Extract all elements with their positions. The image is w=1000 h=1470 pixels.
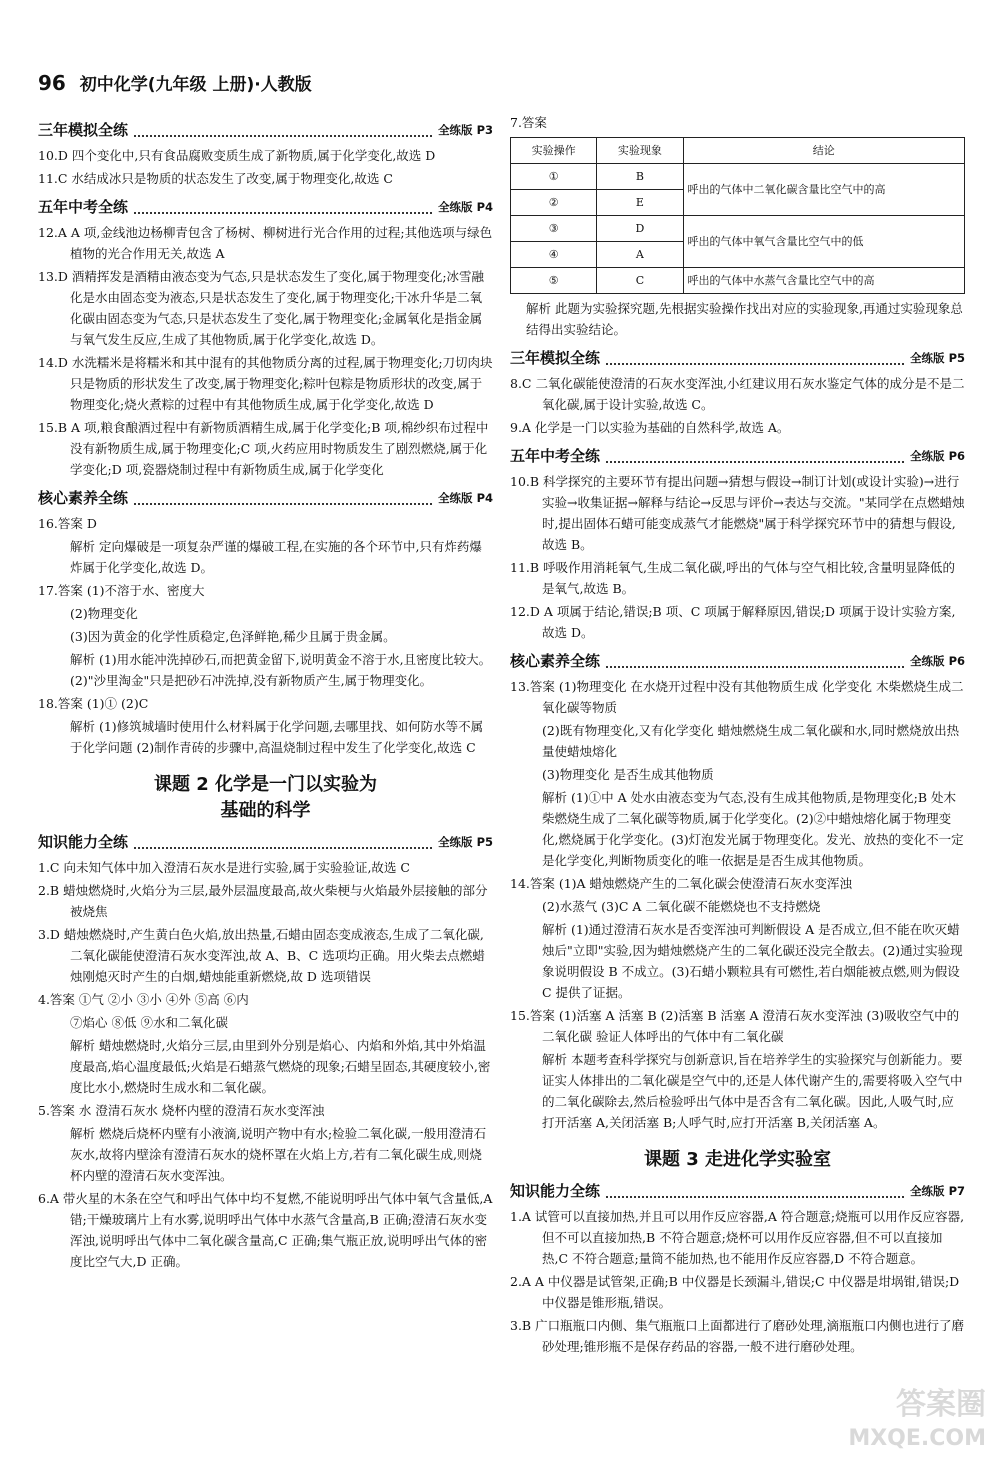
answer-explanation: 解析 此题为实验探究题,先根据实验操作找出对应的实验现象,再通过实验现象总结得出实验结论。 [526, 301, 963, 337]
answer-explanation: 解析 定向爆破是一项复杂严谨的爆破工程,在实施的各个环节中,只有炸药爆炸属于化学变化,故选 D。 [70, 539, 482, 575]
answer-line: (2)水蒸气 (3)C A 二氧化碳不能燃烧也不支持燃烧 [542, 899, 821, 914]
answer-item: 7.答案 [510, 115, 547, 130]
answer-item: 3.B 广口瓶瓶口内侧、集气瓶瓶口上面都进行了磨砂处理,滴瓶瓶口内侧也进行了磨砂处理;锥形瓶不是保存药品的容器,一般不进行磨砂处理。 [510, 1318, 965, 1354]
answer-item: 15.B A 项,粮食酿酒过程中有新物质酒精生成,属于化学变化;B 项,棉纱织布过程中没有新物质生成,属于物理变化;C 项,火药应用时物质发生了剧烈燃烧,属于化学变化;D 项,瓷器烧制过程中有新物质生成,属于化学变化 [38, 420, 489, 477]
lesson-title: 课题 2 化学是一门以实验为 基础的科学 [153, 774, 378, 821]
answer-item: 2.A A 中仪器是试管架,正确;B 中仪器是长颈漏斗,错误;C 中仪器是坩埚钳,错误;D 中仪器是锥形瓶,错误。 [510, 1274, 960, 1310]
table-row: ① B 呼出的气体中二氧化碳含量比空气中的高 [511, 164, 965, 190]
answer-item: 9.A 化学是一门以实验为基础的自然科学,故选 A。 [510, 420, 790, 435]
section-header: 五年中考全练 全练版 P6 [510, 447, 965, 465]
answer-item: 5.答案 水 澄清石灰水 烧杯内壁的澄清石灰水变浑浊 [38, 1103, 325, 1118]
answer-explanation: 解析 本题考查科学探究与创新意识,旨在培养学生的实验探究与创新能力。要证实人体排出的二氧化碳是空气中的,还是人体代谢产生的,需要将吸入空气中的二氧化碳除去,然后检验呼出气体中是否含有二氧化碳。因此,人吸气时,应打开活塞 A,关闭活塞 B;人呼气时,应打开活塞 B,关闭活塞 A。 [542, 1052, 963, 1130]
answer-explanation: 解析 (1)①中 A 处水由液态变为气态,没有生成其他物质,是物理变化;B 处木柴燃烧生成了二氧化碳等物质,属于化学变化。(2)②中蜡烛熔化属于物理变化,燃烧属于化学变化。(3)灯泡发光属于物理变化。发光、放热的变化不一定是化学变化,判断物质变化的唯一依据是是否生成其他物质。 [542, 790, 964, 868]
section-header: 知识能力全练 全练版 P5 [38, 833, 493, 851]
answer-item: 2.B 蜡烛燃烧时,火焰分为三层,最外层温度最高,故火柴梗与火焰最外层接触的部分被烧焦 [38, 883, 488, 919]
answer-explanation: 解析 (1)修筑城墙时使用什么材料属于化学问题,去哪里找、如何防水等不属于化学问题 (2)制作青砖的步骤中,高温烧制过程中发生了化学变化,故选 C [70, 719, 484, 755]
section-header: 知识能力全练 全练版 P7 [510, 1182, 965, 1200]
table-row: ③ D 呼出的气体中氧气含量比空气中的低 [511, 216, 965, 242]
answer-item: 10.D 四个变化中,只有食品腐败变质生成了新物质,属于化学变化,故选 D [38, 148, 436, 163]
answer-item: 17.答案 (1)不溶于水、密度大 [38, 583, 205, 598]
answer-item: 11.B 呼吸作用消耗氧气,生成二氧化碳,呼出的气体与空气相比较,含量明显降低的是氧气,故选 B。 [510, 560, 955, 596]
answer-line: (2)既有物理变化,又有化学变化 蜡烛燃烧生成二氧化碳和水,同时燃烧放出热量使蜡烛熔化 [542, 723, 960, 759]
answer-item: 11.C 水结成冰只是物质的状态发生了改变,属于物理变化,故选 C [38, 171, 393, 186]
answer-item: 14.D 水洗糯米是将糯米和其中混有的其他物质分离的过程,属于物理变化;刀切肉块只是物质的形状发生了改变,属于物理变化;粽叶包粽是物质形状的改变,属于物理变化;烧火煮粽的过程中有其他物质生成,属于化学变化,故选 D [38, 355, 493, 412]
table-header: 结论 [683, 138, 964, 164]
answer-item: 14.答案 (1)A 蜡烛燃烧产生的二氧化碳会使澄清石灰水变浑浊 [510, 876, 853, 891]
answer-item: 4.答案 ①气 ②小 ③小 ④外 ⑤高 ⑥内 [38, 992, 249, 1007]
answer-item: 13.答案 (1)物理变化 在水烧开过程中没有其他物质生成 化学变化 木柴燃烧生成二氧化碳等物质 [510, 679, 964, 715]
page-header [38, 70, 312, 95]
lesson-title: 课题 3 走进化学实验室 [643, 1149, 832, 1170]
answer-item: 12.A A 项,金线池边杨柳青包含了杨树、柳树进行光合作用的过程;其他选项与绿色植物的光合作用无关,故选 A [38, 225, 493, 261]
answer-item: 13.D 酒精挥发是酒精由液态变为气态,只是状态发生了变化,属于物理变化;冰雪融化是水由固态变为液态,只是状态发生了变化,属于物理变化;干冰升华是二氧化碳由固态变为气态,只是状态发生了变化,属于物理变化;金属氧化是指金属与氧气发生反应,生成了其他物质,属于化学变化,故选 D。 [38, 269, 485, 347]
answer-item: 10.B 科学探究的主要环节有提出问题→猜想与假设→制订计划(或设计实验)→进行实验→收集证据→解释与结论→反思与评价→表达与交流。"某同学在点燃蜡烛时,提出固体石蜡可能变成蒸气才能燃烧"属于科学探究环节中的猜想与假设,故选 B。 [510, 474, 965, 552]
answer-item: 6.A 带火星的木条在空气和呼出气体中均不复燃,不能说明呼出气体中氧气含量低,A 错;干燥玻璃片上有水雾,说明呼出气体中水蒸气含量高,B 正确;澄清石灰水变浑浊,说明呼出气体中二氧化碳含量高,C 正确;集气瓶正放,说明呼出气体的密度比空气大,D 正确。 [38, 1191, 493, 1269]
section-header: 核心素养全练 全练版 P6 [510, 652, 965, 670]
answer-line: ⑦焰心 ⑧低 ⑨水和二氧化碳 [70, 1015, 228, 1030]
answer-explanation: 解析 燃烧后烧杯内壁有小液滴,说明产物中有水;检验二氧化碳,一般用澄清石灰水,故将内壁涂有澄清石灰水的烧杯罩在火焰上方,若有二氧化碳生成,则烧杯内壁的澄清石灰水变浑浊。 [70, 1126, 487, 1183]
answer-item: 1.A 试管可以直接加热,并且可以用作反应容器,A 符合题意;烧瓶可以用作反应容器,但不可以直接加热,B 不符合题意;烧杯可以用作反应容器,但不可以直接加热,C 不符合题意;量筒不能加热,也不能用作反应容器,D 不符合题意。 [510, 1209, 965, 1266]
answer-explanation: 解析 (1)通过澄清石灰水是否变浑浊可判断假设 A 是否成立,但不能在吹灭蜡烛后"立即"实验,因为蜡烛燃烧产生的二氧化碳还没完全散去。(2)通过实验现象说明假设 B 不成立。(3)石蜡小颗粒具有可燃性,若白烟能被点燃,则为假设 C 提供了证据。 [542, 922, 963, 1000]
answer-line: (2)物理变化 [70, 606, 138, 621]
answer-explanation: 解析 蜡烛燃烧时,火焰分三层,由里到外分别是焰心、内焰和外焰,其中外焰温度最高,焰心温度最低;火焰是石蜡蒸气燃烧的现象;石蜡呈固态,其硬度较小,密度比水小,燃烧时生成水和二氧化碳。 [70, 1038, 491, 1095]
table-row: ⑤ C 呼出的气体中水蒸气含量比空气中的高 [511, 268, 965, 294]
book-title: 初中化学(九年级 上册)·人教版 [79, 75, 312, 95]
section-header: 五年中考全练 全练版 P4 [38, 198, 493, 216]
table-row: ② E [511, 190, 965, 216]
table-row: ④ A [511, 242, 965, 268]
left-column [38, 112, 493, 1274]
section-header: 核心素养全练 全练版 P4 [38, 489, 493, 507]
table-header: 实验现象 [597, 138, 683, 164]
answer-item: 8.C 二氧化碳能使澄清的石灰水变浑浊,小红建议用石灰水鉴定气体的成分是不是二氧化碳,属于设计实验,故选 C。 [510, 376, 965, 412]
answer-item: 18.答案 (1)① (2)C [38, 696, 149, 711]
table-header: 实验操作 [511, 138, 597, 164]
answer-item: 15.答案 (1)活塞 A 活塞 B (2)活塞 B 活塞 A 澄清石灰水变浑浊 (3)吸收空气中的二氧化碳 验证人体呼出的气体中有二氧化碳 [510, 1008, 960, 1044]
answer-line: (3)物理变化 是否生成其他物质 [542, 767, 714, 782]
answer-explanation: 解析 (1)用水能冲洗掉砂石,而把黄金留下,说明黄金不溶于水,且密度比较大。(2)"沙里淘金"只是把砂石冲洗掉,没有新物质产生,属于物理变化。 [70, 652, 492, 688]
section-header: 三年模拟全练 全练版 P5 [510, 349, 965, 367]
right-column [510, 112, 965, 1359]
answer-item: 16.答案 D [38, 516, 97, 531]
answer-item: 12.D A 项属于结论,错误;B 项、C 项属于解释原因,错误;D 项属于设计实验方案,故选 D。 [510, 604, 956, 640]
watermark: 答案圈 MXQE.COM [848, 1387, 986, 1451]
page-number: 96 [38, 71, 66, 95]
answer-item: 3.D 蜡烛燃烧时,产生黄白色火焰,放出热量,石蜡由固态变成液态,生成了二氧化碳,二氧化碳能使澄清石灰水变浑浊,故 A、B、C 选项均正确。用火柴去点燃蜡烛刚熄灭时产生的白烟,蜡烛能重新燃烧,故 D 选项错误 [38, 927, 485, 984]
section-header: 三年模拟全练 全练版 P3 [38, 121, 493, 139]
answer-table [510, 137, 965, 294]
answer-line: (3)因为黄金的化学性质稳定,色泽鲜艳,稀少且属于贵金属。 [70, 629, 396, 644]
answer-item: 1.C 向未知气体中加入澄清石灰水是进行实验,属于实验验证,故选 C [38, 860, 410, 875]
